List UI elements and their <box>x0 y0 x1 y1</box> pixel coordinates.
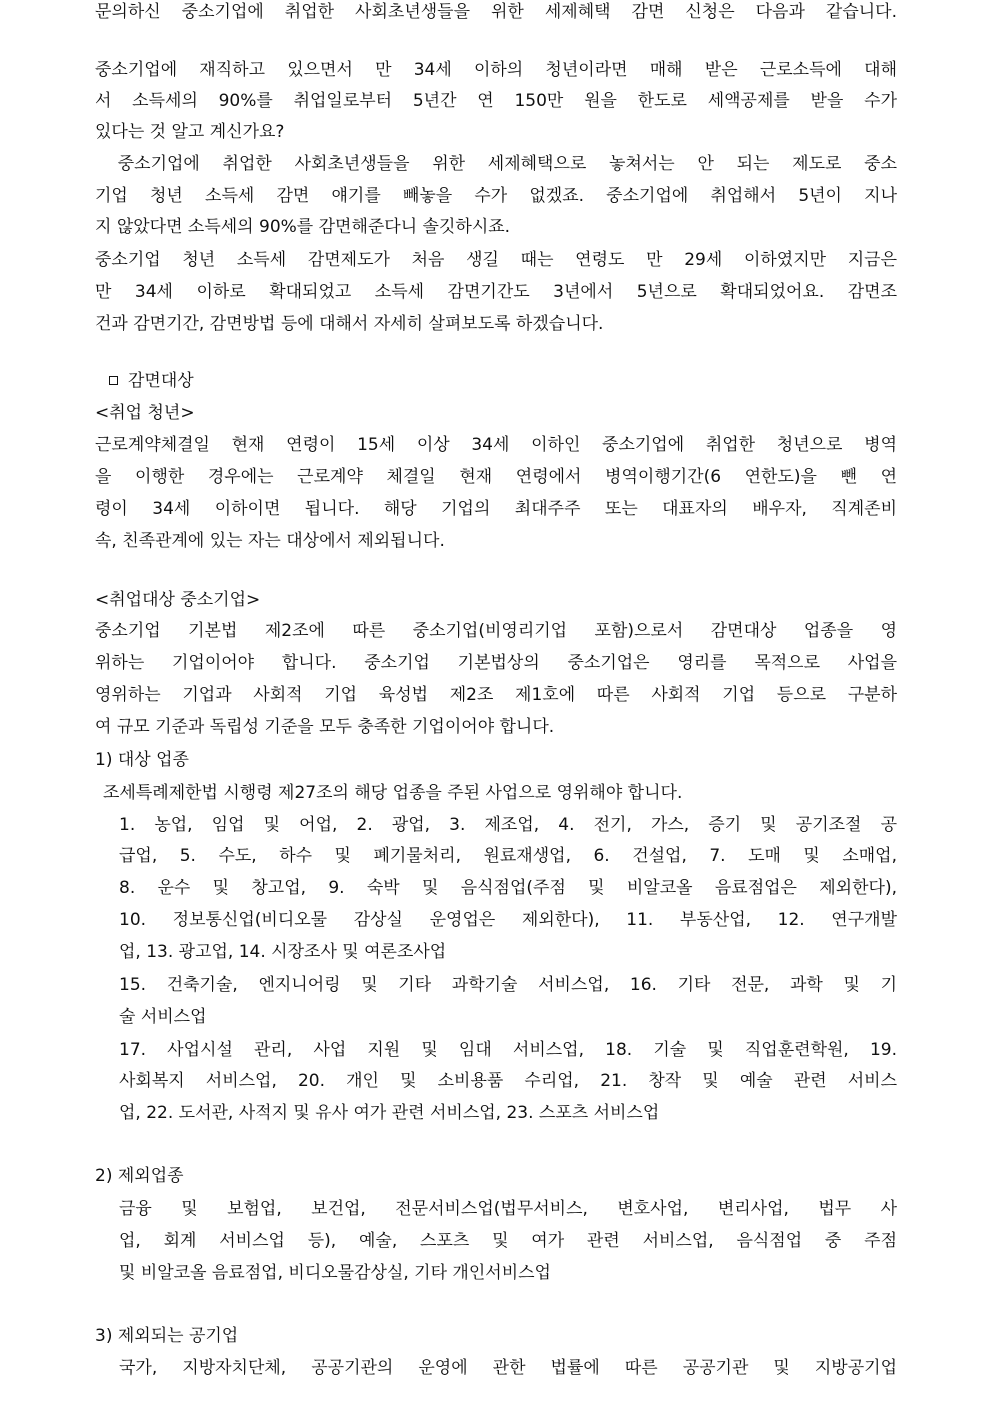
paragraph-line: 령이 34세 이하이면 됩니다. 해당 기업의 최대주주 또는 대표자의 배우자, 직계존비 <box>95 499 897 519</box>
list-line: 8. 운수 및 창고업, 9. 숙박 및 음식점업(주점 및 비알코올 음료점업은 제외한다), <box>119 878 897 898</box>
list-line: 1. 농업, 임업 및 어업, 2. 광업, 3. 제조업, 4. 전기, 가스, 증기 및 공기조절 공 <box>119 815 897 835</box>
paragraph-line: 건과 감면기간, 감면방법 등에 대해서 자세히 살펴보도록 하겠습니다. <box>95 314 604 334</box>
paragraph-line: 중소기업 청년 소득세 감면제도가 처음 생길 때는 연령도 만 29세 이하였지만 지금은 <box>95 250 897 270</box>
checkbox-bullet-icon <box>109 376 118 385</box>
list-line: 17. 사업시설 관리, 사업 지원 및 임대 서비스업, 18. 기술 및 직업훈련학원, 19. <box>119 1040 897 1060</box>
list-line: 10. 정보통신업(비디오물 감상실 운영업은 제외한다), 11. 부동산업, 12. 연구개발 <box>119 910 897 930</box>
intro-line: 문의하신 중소기업에 취업한 사회초년생들을 위한 세제혜택 감면 신청은 다음과 같습니다. <box>95 2 897 22</box>
list-line: 업, 22. 도서관, 사적지 및 유사 여가 관련 서비스업, 23. 스포츠 서비스업 <box>119 1103 660 1123</box>
sub2-title: 2) 제외업종 <box>95 1166 184 1186</box>
list-line: 사회복지 서비스업, 20. 개인 및 소비용품 수리업, 21. 창작 및 예술 관련 서비스 <box>119 1071 897 1091</box>
section-heading-text: 감면대상 <box>128 371 194 391</box>
sub1-description: 조세특례제한법 시행령 제27조의 해당 업종을 주된 사업으로 영위해야 합니다. <box>103 783 683 803</box>
youth-title: <취업 청년> <box>95 403 195 423</box>
paragraph-line: 중소기업에 재직하고 있으면서 만 34세 이하의 청년이라면 매해 받은 근로소득에 대해 <box>95 60 897 80</box>
list-line: 업, 회계 서비스업 등), 예술, 스포츠 및 여가 관련 서비스업, 음식점업 중 주점 <box>119 1231 897 1251</box>
paragraph-line: 중소기업에 취업한 사회초년생들을 위한 세제혜택으로 놓쳐서는 안 되는 제도로 중소 <box>95 154 897 174</box>
paragraph-line: 여 규모 기준과 독립성 기준을 모두 충족한 기업이어야 합니다. <box>95 717 555 737</box>
paragraph-line: 중소기업 기본법 제2조에 따른 중소기업(비영리기업 포함)으로서 감면대상 업종을 영 <box>95 621 897 641</box>
list-line: 및 비알코올 음료점업, 비디오물감상실, 기타 개인서비스업 <box>119 1263 551 1283</box>
paragraph-line: 영위하는 기업과 사회적 기업 육성법 제2조 제1호에 따른 사회적 기업 등으로 구분하 <box>95 685 897 705</box>
list-line: 금융 및 보험업, 보건업, 전문서비스업(법무서비스, 변호사업, 변리사업, 법무 사 <box>119 1199 897 1219</box>
paragraph-line: 위하는 기업이어야 합니다. 중소기업 기본법상의 중소기업은 영리를 목적으로 사업을 <box>95 653 897 673</box>
paragraph-line: 지 않았다면 소득세의 90%를 감면해준다니 솔깃하시죠. <box>95 217 511 237</box>
list-line: 업, 13. 광고업, 14. 시장조사 및 여론조사업 <box>119 942 447 962</box>
list-line: 국가, 지방자치단체, 공공기관의 운영에 관한 법률에 따른 공공기관 및 지방공기업 <box>119 1358 897 1378</box>
paragraph-line: 있다는 것 알고 계신가요? <box>95 122 285 142</box>
sub3-title: 3) 제외되는 공기업 <box>95 1326 239 1346</box>
list-line: 급업, 5. 수도, 하수 및 폐기물처리, 원료재생업, 6. 건설업, 7. 도매 및 소매업, <box>119 846 897 866</box>
paragraph-line: 서 소득세의 90%를 취업일로부터 5년간 연 150만 원을 한도로 세액공제를 받을 수가 <box>95 91 897 111</box>
section-heading <box>95 371 194 395</box>
paragraph-line: 속, 친족관계에 있는 자는 대상에서 제외됩니다. <box>95 531 445 551</box>
sub1-title: 1) 대상 업종 <box>95 750 189 770</box>
paragraph-line: 만 34세 이하로 확대되었고 소득세 감면기간도 3년에서 5년으로 확대되었어요. 감면조 <box>95 282 897 302</box>
paragraph-line: 을 이행한 경우에는 근로계약 체결일 현재 연령에서 병역이행기간(6 연한도)을 뺀 연 <box>95 467 897 487</box>
list-line: 술 서비스업 <box>119 1007 207 1027</box>
paragraph-line: 근로계약체결일 현재 연령이 15세 이상 34세 이하인 중소기업에 취업한 청년으로 병역 <box>95 435 897 455</box>
list-line: 15. 건축기술, 엔지니어링 및 기타 과학기술 서비스업, 16. 기타 전문, 과학 및 기 <box>119 975 897 995</box>
sme-title: <취업대상 중소기업> <box>95 590 261 610</box>
paragraph-line: 기업 청년 소득세 감면 얘기를 빼놓을 수가 없겠죠. 중소기업에 취업해서 5년이 지나 <box>95 186 897 206</box>
